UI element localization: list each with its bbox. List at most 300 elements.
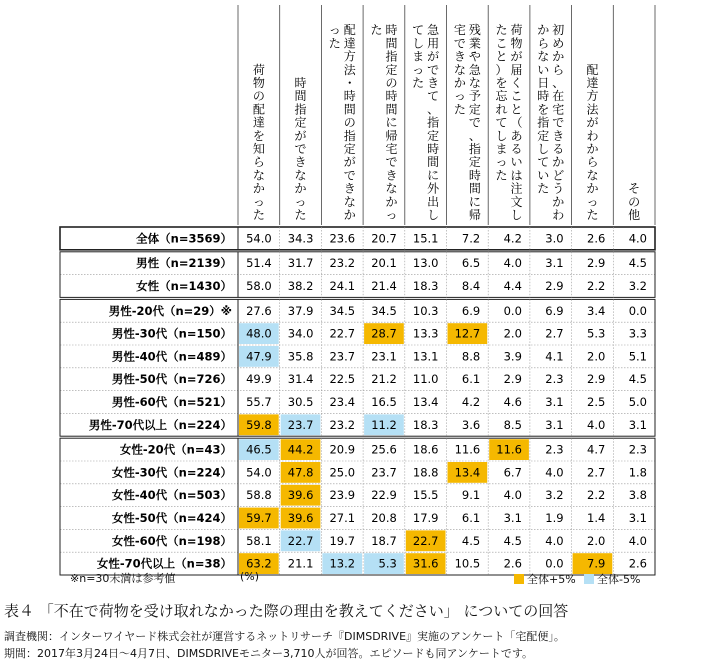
- header-char: め: [552, 36, 565, 51]
- value-cell: 8.8: [461, 349, 481, 364]
- value-cell: 10.3: [412, 303, 439, 318]
- value-cell: 58.0: [246, 279, 272, 293]
- header-char: 知: [252, 142, 265, 156]
- header-char: て: [537, 155, 550, 170]
- row-label: 女性-50代（n=424）: [111, 511, 232, 525]
- value-cell: 20.9: [329, 442, 356, 457]
- header-char: っ: [586, 194, 599, 209]
- header-char: た: [586, 208, 599, 222]
- value-cell: 25.0: [329, 465, 356, 480]
- header-char: 宅: [385, 142, 398, 156]
- header-char: 、: [468, 128, 481, 143]
- value-cell: 13.0: [412, 256, 439, 271]
- value-cell: 23.7: [329, 349, 356, 364]
- value-cell: 22.7: [329, 326, 356, 341]
- value-cell: 3.2: [545, 488, 564, 503]
- value-cell: 18.3: [412, 417, 439, 432]
- value-cell: 34.5: [371, 303, 397, 318]
- value-cell: 4.2: [461, 395, 481, 409]
- value-cell: 18.3: [412, 279, 439, 293]
- source-line-1: 調査機関：インターワイヤード株式会社が運営するネットリサーチ『DIMSDRIVE』実施のアンケート「宅配便」。: [4, 630, 565, 643]
- header-char: ら: [252, 155, 265, 170]
- value-cell: 34.3: [287, 231, 314, 246]
- row-label: 女性-60代（n=198）: [111, 533, 232, 548]
- header-char: た: [537, 181, 550, 196]
- header-char: し: [427, 208, 440, 222]
- header-char: く: [510, 76, 523, 90]
- header-char: 達: [586, 76, 599, 90]
- header-char: い: [537, 62, 550, 77]
- header-char: の: [385, 76, 398, 90]
- value-cell: 23.4: [329, 395, 356, 409]
- value-cell: 2.9: [545, 279, 564, 293]
- footnote-sample-size: ※n=30未満は参考値: [70, 572, 176, 585]
- header-char: 時: [537, 89, 550, 104]
- row-label: 女性-20代（n=43）: [119, 442, 232, 457]
- value-cell: 28.7: [371, 326, 397, 341]
- header-char: 指: [537, 115, 550, 130]
- header-char: た: [495, 23, 508, 38]
- value-cell: 20.8: [371, 511, 397, 525]
- header-char: が: [510, 49, 523, 64]
- header-char: や: [468, 49, 481, 64]
- header-char: 定: [294, 115, 307, 130]
- header-char: 急: [468, 62, 481, 77]
- header-char: 定: [343, 142, 356, 156]
- value-cell: 4.2: [503, 231, 522, 246]
- header-char: 初: [552, 23, 565, 38]
- header-char: 急: [427, 23, 440, 38]
- header-char: 定: [427, 128, 440, 143]
- header-char: が: [294, 128, 307, 143]
- value-cell: 13.3: [412, 326, 439, 341]
- header-char: で: [427, 62, 440, 77]
- header-char: き: [294, 155, 307, 170]
- value-cell: 3.4: [587, 303, 606, 318]
- value-cell: 4.5: [461, 533, 481, 548]
- header-char: 達: [343, 36, 356, 51]
- header-char: を: [537, 102, 550, 117]
- value-cell: 2.9: [587, 372, 606, 387]
- row-label: 女性-30代（n=224）: [111, 465, 232, 480]
- value-cell: 2.0: [503, 326, 522, 341]
- header-char: な: [294, 168, 307, 183]
- value-cell: 4.6: [503, 395, 522, 409]
- header-char: が: [586, 115, 599, 130]
- value-cell: 24.1: [329, 279, 356, 293]
- value-cell: 3.9: [503, 349, 522, 364]
- value-cell: 23.2: [329, 417, 356, 432]
- value-cell: 8.5: [503, 417, 522, 432]
- value-cell: 35.8: [287, 349, 314, 364]
- value-cell: 5.0: [628, 395, 647, 409]
- header-char: と: [495, 49, 508, 64]
- value-cell: 11.0: [412, 372, 439, 387]
- header-char: ・: [343, 76, 356, 90]
- value-cell: 2.2: [587, 488, 606, 503]
- header-char: 忘: [495, 89, 508, 104]
- row-label: 男性（n=2139）: [136, 256, 232, 271]
- value-cell: 31.4: [287, 372, 314, 387]
- header-char: 業: [468, 36, 481, 51]
- header-char: か: [252, 181, 265, 196]
- value-cell: 3.1: [545, 256, 564, 271]
- value-cell: 55.7: [246, 395, 272, 409]
- header-char: た: [495, 168, 508, 183]
- header-char: き: [552, 128, 565, 143]
- header-char: て: [495, 115, 508, 130]
- header-char: 法: [586, 102, 599, 117]
- value-cell: 4.5: [628, 256, 647, 271]
- value-cell: 11.2: [371, 417, 397, 432]
- header-char: な: [537, 49, 550, 64]
- header-char: た: [453, 102, 466, 117]
- header-char: き: [427, 76, 440, 90]
- header-char: て: [412, 23, 425, 38]
- value-cell: 22.5: [329, 372, 356, 387]
- header-char: 間: [468, 181, 481, 196]
- header-char: き: [453, 49, 466, 64]
- header-char: か: [552, 155, 565, 170]
- value-cell: 17.9: [412, 511, 439, 525]
- header-char: は: [510, 168, 523, 183]
- value-cell: 0.0: [628, 303, 647, 318]
- unit-label: (%): [240, 570, 260, 583]
- header-char: る: [510, 142, 523, 156]
- value-cell: 2.3: [545, 442, 564, 457]
- value-cell: 11.6: [496, 442, 522, 457]
- value-cell: 2.7: [545, 326, 564, 341]
- value-cell: 5.3: [378, 556, 397, 571]
- header-char: 時: [385, 89, 398, 104]
- header-char: 宅: [453, 23, 466, 38]
- header-char: か: [586, 181, 599, 196]
- header-char: 時: [427, 142, 440, 156]
- value-cell: 49.9: [246, 372, 272, 387]
- value-cell: 1.4: [587, 511, 606, 525]
- row-label: 男性-40代（n=489）: [111, 349, 232, 364]
- value-cell: 27.6: [246, 303, 272, 318]
- header-char: 注: [510, 181, 523, 196]
- header-char: 時: [343, 89, 356, 104]
- value-cell: 47.9: [246, 349, 272, 364]
- header-char: 帰: [385, 128, 398, 143]
- value-cell: 4.0: [545, 465, 564, 480]
- header-char: ら: [552, 62, 565, 77]
- header-char: ど: [552, 168, 565, 183]
- value-cell: 6.9: [461, 303, 481, 318]
- header-char: 文: [510, 194, 523, 209]
- header-char: た: [328, 36, 341, 51]
- header-char: で: [385, 155, 398, 170]
- value-cell: 1.9: [545, 511, 564, 525]
- legend-minus5-swatch: [584, 574, 594, 584]
- header-char: 予: [468, 89, 481, 104]
- value-cell: 15.5: [412, 488, 439, 503]
- header-char: と: [510, 102, 523, 117]
- value-cell: 4.0: [628, 533, 647, 548]
- value-cell: 2.3: [628, 442, 647, 457]
- value-cell: 13.4: [454, 465, 481, 480]
- header-char: 定: [468, 102, 481, 117]
- value-cell: 0.0: [503, 303, 522, 318]
- row-label: 男性-30代（n=150）: [111, 326, 232, 341]
- header-char: か: [294, 181, 307, 196]
- header-char: 方: [586, 89, 599, 104]
- value-cell: 18.8: [412, 465, 439, 480]
- header-char: な: [385, 181, 398, 196]
- header-char: ）: [495, 62, 508, 77]
- header-char: っ: [328, 23, 341, 38]
- value-cell: 0.0: [545, 556, 564, 571]
- value-cell: 2.3: [545, 372, 564, 387]
- value-cell: 23.1: [371, 349, 397, 364]
- value-cell: 23.7: [287, 417, 314, 432]
- header-char: か: [453, 76, 466, 90]
- header-char: た: [252, 208, 265, 222]
- value-cell: 59.7: [246, 511, 272, 525]
- header-char: あ: [510, 128, 523, 143]
- header-char: が: [427, 49, 440, 64]
- header-char: で: [468, 115, 481, 130]
- value-cell: 3.2: [628, 279, 647, 293]
- header-char: 指: [294, 102, 307, 117]
- value-cell: 54.0: [246, 465, 272, 480]
- value-cell: 54.0: [246, 231, 272, 246]
- header-char: の: [628, 194, 641, 209]
- header-char: る: [552, 142, 565, 156]
- header-char: 方: [343, 49, 356, 64]
- value-cell: 18.7: [371, 533, 397, 548]
- value-cell: 23.7: [371, 465, 397, 480]
- header-char: う: [552, 181, 565, 196]
- value-cell: 1.8: [628, 465, 647, 480]
- value-cell: 4.5: [628, 372, 647, 387]
- value-cell: 3.0: [545, 231, 564, 246]
- header-char: し: [495, 128, 508, 143]
- legend-plus5-label: 全体+5%: [527, 573, 576, 586]
- value-cell: 4.0: [587, 417, 606, 432]
- value-cell: 39.6: [287, 511, 314, 525]
- value-cell: 23.2: [329, 256, 356, 271]
- header-char: こ: [495, 36, 508, 51]
- value-cell: 30.5: [287, 395, 314, 409]
- header-char: た: [412, 76, 425, 90]
- value-cell: 51.4: [246, 256, 272, 271]
- row-label: 男性-20代（n=29）※: [108, 303, 232, 318]
- header-char: か: [343, 208, 356, 222]
- value-cell: 6.1: [461, 511, 481, 525]
- value-cell: 23.9: [329, 488, 356, 503]
- header-char: 、: [427, 102, 440, 117]
- value-cell: 4.7: [587, 442, 606, 457]
- header-char: な: [586, 168, 599, 183]
- header-char: 定: [468, 155, 481, 170]
- value-cell: 4.0: [503, 256, 522, 271]
- value-cell: 7.9: [587, 556, 606, 571]
- value-cell: 7.2: [461, 231, 481, 246]
- header-char: そ: [628, 181, 641, 196]
- value-cell: 4.1: [545, 349, 564, 364]
- row-label: 女性（n=1430）: [136, 279, 232, 293]
- header-char: っ: [385, 208, 398, 222]
- header-char: っ: [453, 89, 466, 104]
- header-char: 配: [586, 62, 599, 77]
- value-cell: 59.8: [246, 417, 272, 432]
- header-char: き: [343, 181, 356, 196]
- value-cell: 16.5: [371, 395, 397, 409]
- header-char: 帰: [468, 208, 481, 222]
- row-label: 女性-40代（n=503）: [111, 488, 232, 503]
- legend-minus5-label: 全体-5%: [597, 573, 641, 586]
- header-char: か: [586, 142, 599, 156]
- header-char: か: [385, 194, 398, 209]
- header-char: い: [510, 155, 523, 170]
- header-char: か: [552, 194, 565, 209]
- header-char: ま: [412, 49, 425, 64]
- row-label: 全体（n=3569）: [136, 231, 232, 246]
- value-cell: 47.8: [287, 465, 314, 480]
- value-cell: 23.6: [329, 231, 356, 246]
- header-char: を: [252, 128, 265, 143]
- value-cell: 6.1: [461, 372, 481, 387]
- header-char: し: [537, 142, 550, 156]
- header-char: て: [427, 89, 440, 104]
- value-cell: 2.2: [587, 279, 606, 293]
- value-cell: 25.6: [371, 442, 397, 457]
- value-cell: 2.7: [587, 465, 606, 480]
- header-char: れ: [495, 102, 508, 117]
- header-char: ら: [586, 155, 599, 170]
- header-char: 時: [294, 76, 307, 90]
- value-cell: 3.1: [628, 511, 647, 525]
- header-char: に: [385, 115, 398, 130]
- value-cell: 22.9: [371, 488, 397, 503]
- header-char: 定: [385, 62, 398, 77]
- header-char: 指: [427, 115, 440, 130]
- header-char: し: [510, 208, 523, 222]
- value-cell: 2.6: [628, 556, 647, 571]
- value-cell: 31.7: [287, 256, 314, 271]
- header-char: こ: [510, 89, 523, 104]
- value-cell: 44.2: [287, 442, 314, 457]
- header-char: を: [495, 76, 508, 90]
- value-cell: 22.7: [412, 533, 439, 548]
- header-char: 外: [427, 181, 440, 196]
- header-char: ま: [495, 142, 508, 156]
- header-char: か: [537, 23, 550, 38]
- row-label: 女性-70代以上（n=38）: [96, 556, 232, 571]
- header-char: き: [385, 168, 398, 183]
- value-cell: 2.0: [587, 533, 606, 548]
- value-cell: 38.2: [287, 279, 314, 293]
- header-char: し: [412, 36, 425, 51]
- header-char: 日: [537, 76, 550, 90]
- value-cell: 4.4: [503, 279, 522, 293]
- header-char: っ: [495, 155, 508, 170]
- value-cell: 46.5: [246, 442, 272, 457]
- header-char: 用: [427, 36, 440, 51]
- value-cell: 34.5: [329, 303, 356, 318]
- header-char: の: [252, 89, 265, 104]
- row-label: 男性-50代（n=726）: [111, 372, 232, 387]
- value-cell: 3.3: [628, 326, 647, 341]
- source-line-2: 期間：2017年3月24日～4月7日、DIMSDRIVEモニター3,710人が回答。エピソードも同アンケートです。: [4, 647, 533, 660]
- value-cell: 31.6: [412, 556, 439, 571]
- value-cell: 5.1: [628, 349, 647, 364]
- value-cell: 21.1: [287, 556, 314, 571]
- header-char: っ: [252, 194, 265, 209]
- value-cell: 4.0: [628, 231, 647, 246]
- legend-minus5: [584, 571, 640, 587]
- header-char: で: [552, 115, 565, 130]
- header-char: 他: [628, 208, 641, 222]
- value-cell: 2.6: [587, 231, 606, 246]
- value-cell: 6.5: [461, 256, 481, 271]
- value-cell: 22.7: [287, 533, 314, 548]
- header-char: っ: [294, 194, 307, 209]
- value-cell: 48.0: [246, 326, 272, 341]
- header-char: 指: [343, 128, 356, 143]
- value-cell: 21.4: [371, 279, 397, 293]
- value-cell: 6.9: [545, 303, 564, 318]
- value-cell: 4.0: [545, 533, 564, 548]
- value-cell: 10.5: [454, 556, 481, 571]
- value-cell: 21.2: [371, 372, 397, 387]
- value-cell: 6.7: [503, 465, 522, 480]
- table-caption: 表４ 「不在で荷物を受け取れなかった際の理由を教えてください」 についての回答: [4, 602, 569, 620]
- header-char: で: [294, 142, 307, 156]
- value-cell: 19.7: [329, 533, 356, 548]
- header-char: 指: [385, 49, 398, 64]
- header-char: 物: [510, 36, 523, 51]
- header-char: 、: [552, 76, 565, 90]
- header-char: ら: [537, 36, 550, 51]
- header-char: 在: [552, 89, 565, 104]
- header-char: 荷: [510, 23, 523, 38]
- header-char: で: [343, 168, 356, 183]
- header-char: に: [468, 194, 481, 209]
- header-char: っ: [412, 62, 425, 77]
- value-cell: 13.1: [412, 349, 439, 364]
- value-cell: 13.4: [412, 395, 439, 409]
- header-char: （: [510, 115, 523, 130]
- value-cell: 20.7: [371, 231, 397, 246]
- header-char: な: [453, 62, 466, 77]
- value-cell: 4.5: [503, 533, 522, 548]
- value-cell: 58.8: [246, 488, 272, 503]
- header-char: 宅: [552, 102, 565, 117]
- header-char: の: [343, 115, 356, 130]
- header-char: 間: [343, 102, 356, 117]
- value-cell: 63.2: [246, 556, 272, 571]
- header-char: 間: [294, 89, 307, 104]
- header-char: い: [537, 168, 550, 183]
- value-cell: 37.9: [287, 303, 314, 318]
- row-label: 男性-70代以上（n=224）: [88, 417, 232, 432]
- header-char: か: [552, 49, 565, 64]
- value-cell: 2.0: [587, 349, 606, 364]
- header-char: 出: [427, 194, 440, 209]
- value-cell: 39.6: [287, 488, 314, 503]
- header-char: 間: [427, 155, 440, 170]
- value-cell: 13.2: [329, 556, 356, 571]
- header-char: 届: [510, 62, 523, 77]
- header-char: に: [427, 168, 440, 183]
- header-char: 残: [468, 23, 481, 38]
- header-char: 荷: [252, 62, 265, 77]
- header-char: 指: [468, 142, 481, 156]
